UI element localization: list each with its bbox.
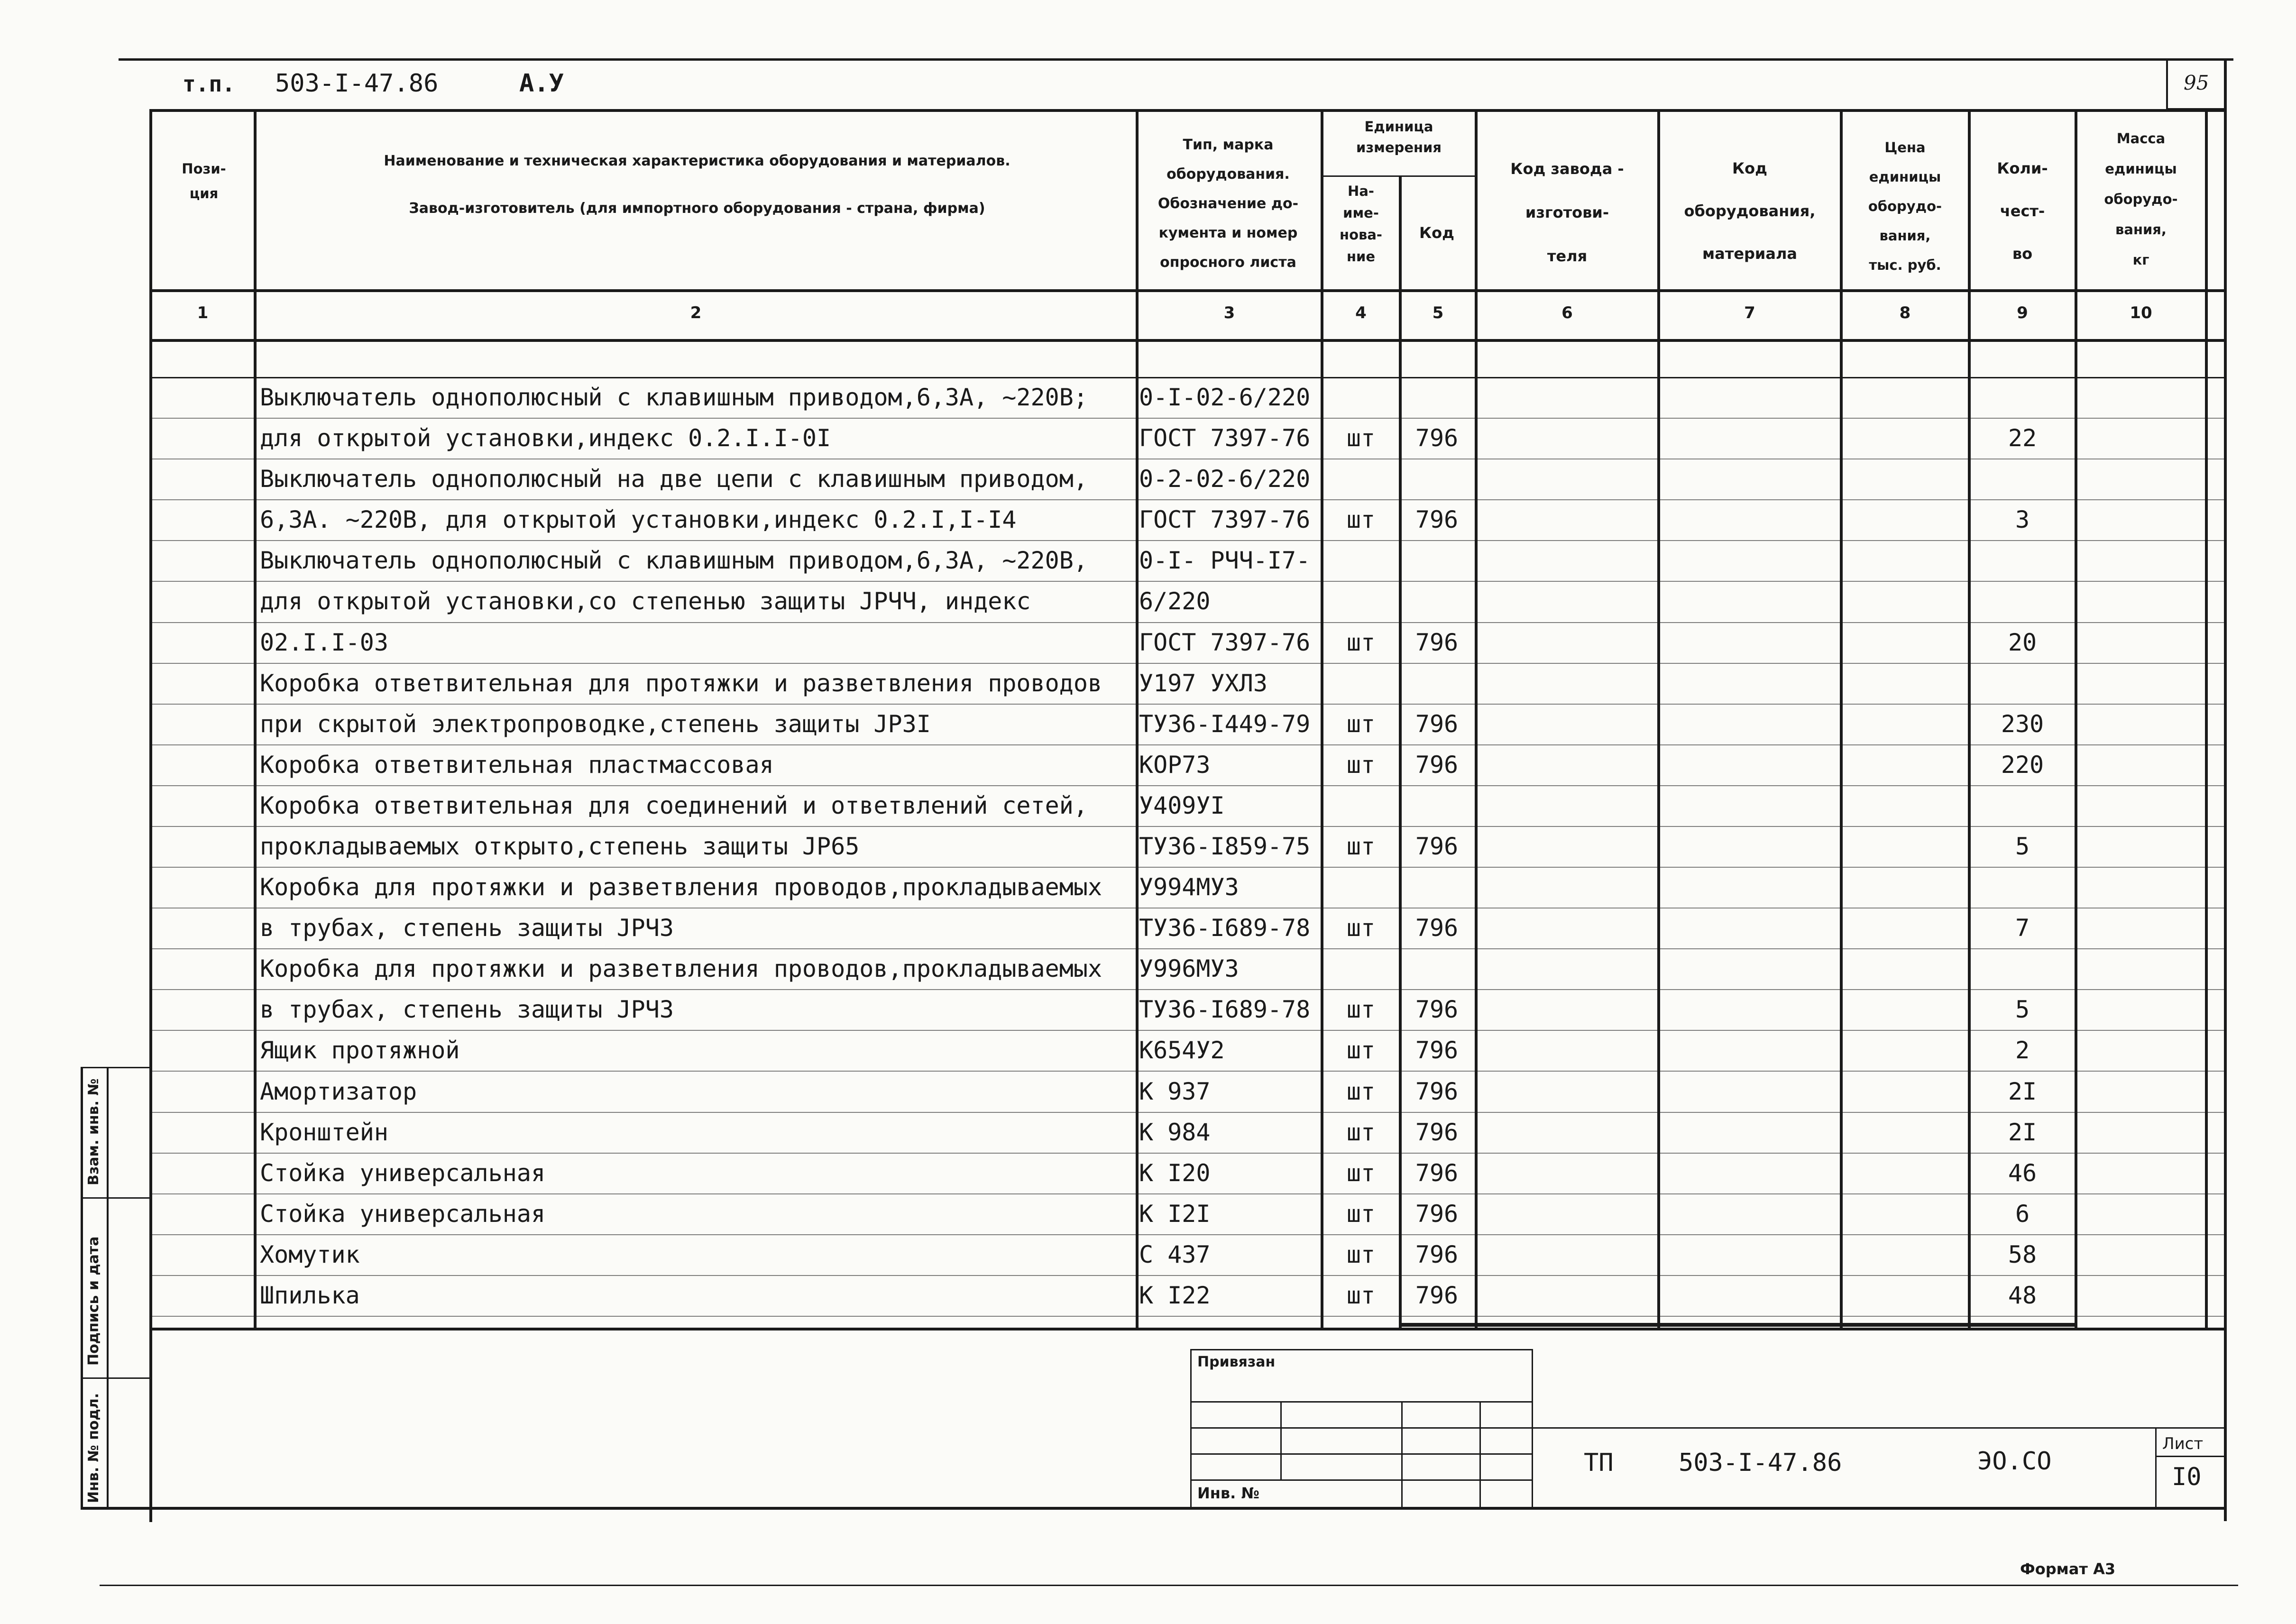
- col-num-9: 9: [2017, 303, 2028, 322]
- row-unit: шт: [1346, 1159, 1376, 1187]
- row-name: Амортизатор: [260, 1077, 417, 1105]
- row-type: 0-I-02-6/220: [1139, 384, 1311, 412]
- row-type: ГОСТ 7397-76: [1139, 506, 1311, 534]
- row-unit: шт: [1346, 914, 1376, 942]
- row-name: Стойка универсальная: [260, 1200, 546, 1228]
- row-code: 796: [1415, 1118, 1459, 1146]
- row-name: Коробка для протяжки и разветвления проводов,прокладываемых: [260, 955, 1102, 983]
- row-qty: 22: [2008, 424, 2037, 452]
- row-type: К I2I: [1139, 1200, 1211, 1228]
- row-code: 796: [1415, 628, 1459, 656]
- row-qty: 5: [2015, 996, 2030, 1024]
- row-qty: 6: [2015, 1200, 2030, 1228]
- frame-right: [2224, 58, 2227, 1521]
- row-name: Коробка ответвительная для протяжки и разветвления проводов: [260, 669, 1102, 697]
- stamp-inv-podl: Инв. № подл.: [85, 1393, 102, 1503]
- stamp-vzam: Взам. инв. №: [85, 1078, 102, 1185]
- row-type: К654У2: [1139, 1037, 1225, 1064]
- row-unit: шт: [1346, 628, 1376, 656]
- col-num-5: 5: [1432, 303, 1444, 322]
- row-code: 796: [1415, 424, 1459, 452]
- row-code: 796: [1415, 710, 1459, 738]
- col-header-unit-group: Единица измерения: [1356, 119, 1442, 156]
- row-code: 796: [1415, 1159, 1459, 1187]
- row-name: Коробка ответвительная пластмассовая: [260, 751, 774, 779]
- row-type: К I20: [1139, 1159, 1211, 1187]
- row-name: 02.I.I-03: [260, 628, 388, 656]
- table-bottom-border: [149, 1328, 2224, 1330]
- row-unit: шт: [1346, 1200, 1376, 1228]
- row-name: Ящик протяжной: [260, 1037, 460, 1064]
- row-name: прокладываемых открыто,степень защиты JР65: [260, 833, 860, 860]
- row-code: 796: [1415, 914, 1459, 942]
- col-num-6: 6: [1561, 303, 1573, 322]
- page-note: 95: [2184, 71, 2209, 94]
- row-unit: шт: [1346, 1118, 1376, 1146]
- row-code: 796: [1415, 751, 1459, 779]
- footer-code: 503-I-47.86: [1679, 1449, 1842, 1477]
- row-unit: шт: [1346, 1281, 1376, 1309]
- row-name: в трубах, степень защиты JРЧ3: [260, 914, 674, 942]
- doc-prefix: т.п.: [183, 71, 235, 97]
- col-num-10: 10: [2130, 303, 2152, 322]
- format-label: Формат А3: [2020, 1560, 2116, 1578]
- row-name: Выключатель однополюсный с клавишным приводом,6,3А, ~220В;: [260, 384, 1088, 412]
- row-unit: шт: [1346, 1037, 1376, 1064]
- privyazan-label: Привязан: [1197, 1354, 1276, 1370]
- row-qty: 3: [2015, 506, 2030, 534]
- table-top-border: [149, 109, 2224, 112]
- row-name: в трубах, степень защиты JРЧ3: [260, 996, 674, 1024]
- col-header-type: Тип, марка оборудования. Обозначение до- кумента и номер опросного листа: [1157, 137, 1299, 271]
- row-code: 796: [1415, 833, 1459, 860]
- row-name: для открытой установки,со степенью защиты JРЧЧ, индекс: [260, 587, 1031, 615]
- row-code: 796: [1415, 1037, 1459, 1064]
- row-qty: 2I: [2008, 1118, 2037, 1146]
- row-type: ТУ36-I689-78: [1139, 996, 1311, 1024]
- row-type: К 937: [1139, 1077, 1211, 1105]
- row-qty: 7: [2015, 914, 2030, 942]
- row-unit: шт: [1346, 996, 1376, 1024]
- row-unit: шт: [1346, 506, 1376, 534]
- inv-no-label: Инв. №: [1197, 1484, 1259, 1502]
- row-type: У994МУ3: [1139, 873, 1239, 901]
- col-num-1: 1: [197, 303, 209, 322]
- col-header-price: Цена единицы оборудо- вания, тыс. руб.: [1868, 139, 1942, 273]
- col-num-4: 4: [1355, 303, 1367, 322]
- col-header-maker-code: Код завода - изготови- теля: [1510, 160, 1624, 265]
- row-type: У409УI: [1139, 791, 1225, 819]
- doc-code: 503-I-47.86: [275, 69, 439, 98]
- doc-mark: А.У: [519, 69, 564, 98]
- row-type: ТУ36-I689-78: [1139, 914, 1311, 942]
- col-num-7: 7: [1744, 303, 1755, 322]
- sheet-number: I0: [2172, 1463, 2202, 1491]
- row-type: У996МУ3: [1139, 955, 1239, 983]
- row-type: ГОСТ 7397-76: [1139, 628, 1311, 656]
- row-name: Коробка ответвительная для соединений и ответвлений сетей,: [260, 791, 1088, 819]
- row-type: У197 УХЛ3: [1139, 669, 1267, 697]
- row-unit: шт: [1346, 751, 1376, 779]
- row-name: Выключатель однополюсный на две цепи с клавишным приводом,: [260, 465, 1088, 493]
- row-type: К I22: [1139, 1281, 1211, 1309]
- row-code: 796: [1415, 1281, 1459, 1309]
- row-type: ТУ36-I859-75: [1139, 833, 1311, 860]
- row-name: Хомутик: [260, 1240, 360, 1268]
- row-qty: 48: [2008, 1281, 2037, 1309]
- row-name: Стойка универсальная: [260, 1159, 546, 1187]
- col-num-2: 2: [690, 303, 702, 322]
- row-qty: 20: [2008, 628, 2037, 656]
- row-code: 796: [1415, 1200, 1459, 1228]
- row-qty: 58: [2008, 1240, 2037, 1268]
- row-code: 796: [1415, 506, 1459, 534]
- row-type: С 437: [1139, 1240, 1211, 1268]
- row-qty: 230: [2001, 710, 2044, 738]
- row-qty: 46: [2008, 1159, 2037, 1187]
- row-type: КОР73: [1139, 751, 1211, 779]
- col-header-unit-code: Код: [1419, 224, 1454, 242]
- row-name: Кронштейн: [260, 1118, 388, 1146]
- row-type: К 984: [1139, 1118, 1211, 1146]
- row-unit: шт: [1346, 833, 1376, 860]
- row-name: Выключатель однополюсный с клавишным приводом,6,3А, ~220В,: [260, 547, 1088, 575]
- row-code: 796: [1415, 996, 1459, 1024]
- row-name: 6,3А. ~220В, для открытой установки,индекс 0.2.I,I-I4: [260, 506, 1017, 534]
- row-code: 796: [1415, 1077, 1459, 1105]
- row-name: при скрытой электропроводке,степень защиты JР3I: [260, 710, 931, 738]
- col-num-8: 8: [1899, 303, 1911, 322]
- row-code: 796: [1415, 1240, 1459, 1268]
- row-qty: 5: [2015, 833, 2030, 860]
- col-header-name: Наименование и техническая характеристика оборудования и материалов. Завод-изготовитель (для импортного оборудования - страна, фирма): [384, 153, 1010, 217]
- row-name: Коробка для протяжки и разветвления проводов,прокладываемых: [260, 873, 1102, 901]
- col-header-unit-name: На- име- нова- ние: [1340, 183, 1382, 265]
- col-header-qty: Коли- чест- во: [1997, 159, 2048, 263]
- row-unit: шт: [1346, 424, 1376, 452]
- row-type: ГОСТ 7397-76: [1139, 424, 1311, 452]
- row-qty: 2I: [2008, 1077, 2037, 1105]
- row-type: ТУ36-I449-79: [1139, 710, 1311, 738]
- col-header-position: Пози- ция: [182, 161, 226, 202]
- col-num-3: 3: [1223, 303, 1235, 322]
- row-type: 6/220: [1139, 587, 1211, 615]
- row-name: для открытой установки,индекс 0.2.I.I-0I: [260, 424, 831, 452]
- row-type: 0-I- РЧЧ-I7-: [1139, 547, 1311, 575]
- stamp-podpis: Подпись и дата: [85, 1236, 102, 1366]
- sheet-label: Лист: [2162, 1434, 2204, 1453]
- row-qty: 2: [2015, 1037, 2030, 1064]
- row-type: 0-2-02-6/220: [1139, 465, 1311, 493]
- footer-tp: ТП: [1584, 1449, 1614, 1477]
- footer-section: ЭО.СО: [1977, 1447, 2052, 1476]
- row-unit: шт: [1346, 1077, 1376, 1105]
- col-header-equip-code: Код оборудования, материала: [1684, 159, 1816, 263]
- row-unit: шт: [1346, 1240, 1376, 1268]
- row-qty: 220: [2001, 751, 2044, 779]
- row-unit: шт: [1346, 710, 1376, 738]
- row-name: Шпилька: [260, 1281, 360, 1309]
- col-header-mass: Масса единицы оборудо- вания, кг: [2104, 130, 2178, 268]
